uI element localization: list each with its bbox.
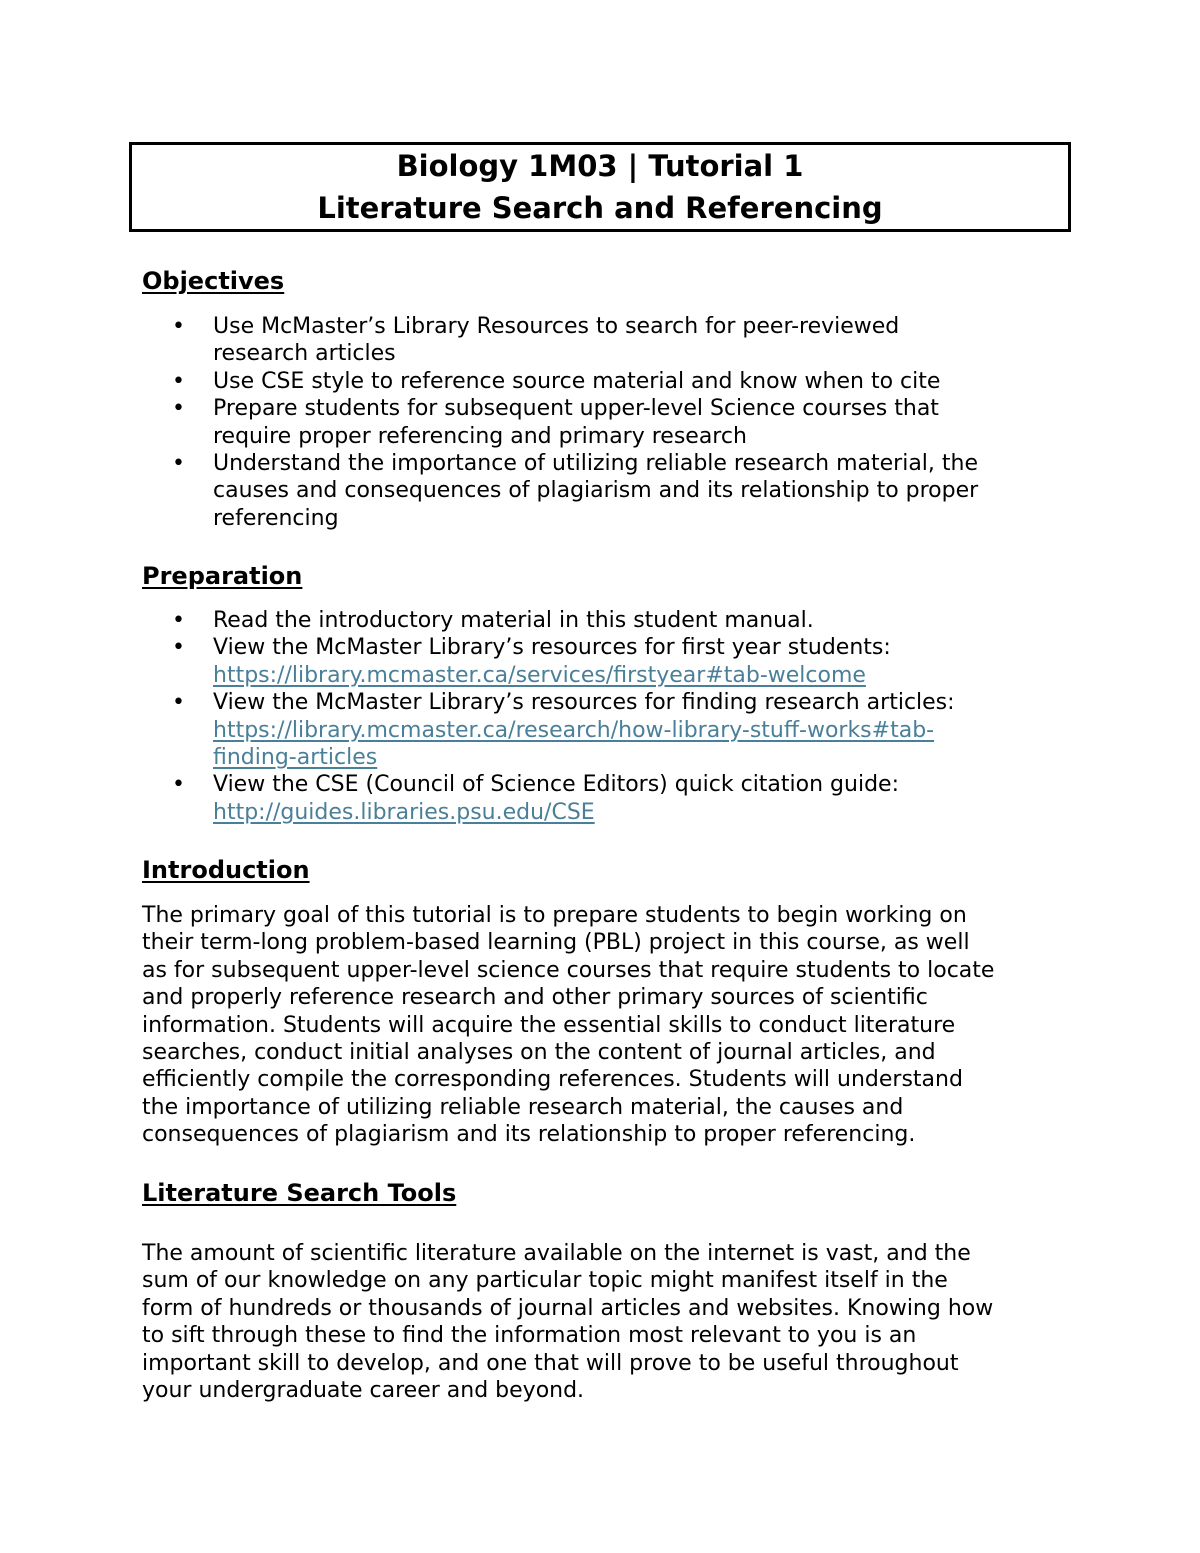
- list-item: • Prepare students for subsequent upper-level Science courses that require proper referencing and primary research: [142, 395, 1072, 450]
- introduction-heading: Introduction: [142, 856, 310, 884]
- finding-articles-link[interactable]: https://library.mcmaster.ca/research/how-library-stuff-works#tab- finding-articles: [213, 717, 935, 771]
- firstyear-link[interactable]: https://library.mcmaster.ca/services/firstyear#tab-welcome: [213, 662, 866, 688]
- list-item: • Use McMaster’s Library Resources to search for peer-reviewed research articles: [142, 313, 1072, 368]
- list-item: • Read the introductory material in this student manual.: [142, 607, 1072, 634]
- introduction-paragraph: The primary goal of this tutorial is to prepare students to begin working on their term-long problem-based learning (PBL) project in this course, as well as for subsequent upper-level science courses that require students to locate and properly reference research and other primary sources of scientific information. Students will acquire the essential skills to conduct literature searches, conduct initial analyses on the content of journal articles, and efficiently compile the corresponding references. Students will understand the importance of utilizing reliable research material, the causes and consequences of plagiarism and its relationship to proper referencing.: [142, 903, 995, 1148]
- objectives-list: [142, 313, 1072, 532]
- cse-guide-link[interactable]: http://guides.libraries.psu.edu/CSE: [213, 799, 595, 825]
- preparation-heading: Preparation: [142, 562, 303, 590]
- course-title: Biology 1M03 | Tutorial 1: [396, 149, 804, 183]
- title-box: [129, 142, 1071, 232]
- preparation-list: [142, 607, 1072, 826]
- list-item: • Understand the importance of utilizing reliable research material, the causes and consequences of plagiarism and its relationship to proper referencing: [142, 450, 1072, 532]
- list-item: • View the McMaster Library’s resources for finding research articles: https://library.mcmaster.ca/research/how-library-stuff-works#tab- finding-articles: [142, 689, 1072, 771]
- list-item: • View the CSE (Council of Science Editors) quick citation guide: http://guides.libraries.psu.edu/CSE: [142, 771, 1072, 826]
- search-tools-heading: Literature Search Tools: [142, 1179, 457, 1207]
- list-item: • View the McMaster Library’s resources for first year students: https://library.mcmaster.ca/services/firstyear#tab-welcome: [142, 634, 1072, 689]
- list-item: • Use CSE style to reference source material and know when to cite: [142, 368, 1072, 395]
- search-tools-paragraph: The amount of scientific literature available on the internet is vast, and the sum of our knowledge on any particular topic might manifest itself in the form of hundreds or thousands of journal articles and websites. Knowing how to sift through these to find the information most relevant to you is an important skill to develop, and one that will prove to be useful throughout your undergraduate career and beyond.: [142, 1241, 994, 1404]
- objectives-heading: Objectives: [142, 267, 285, 295]
- tutorial-title: Literature Search and Referencing: [317, 191, 883, 225]
